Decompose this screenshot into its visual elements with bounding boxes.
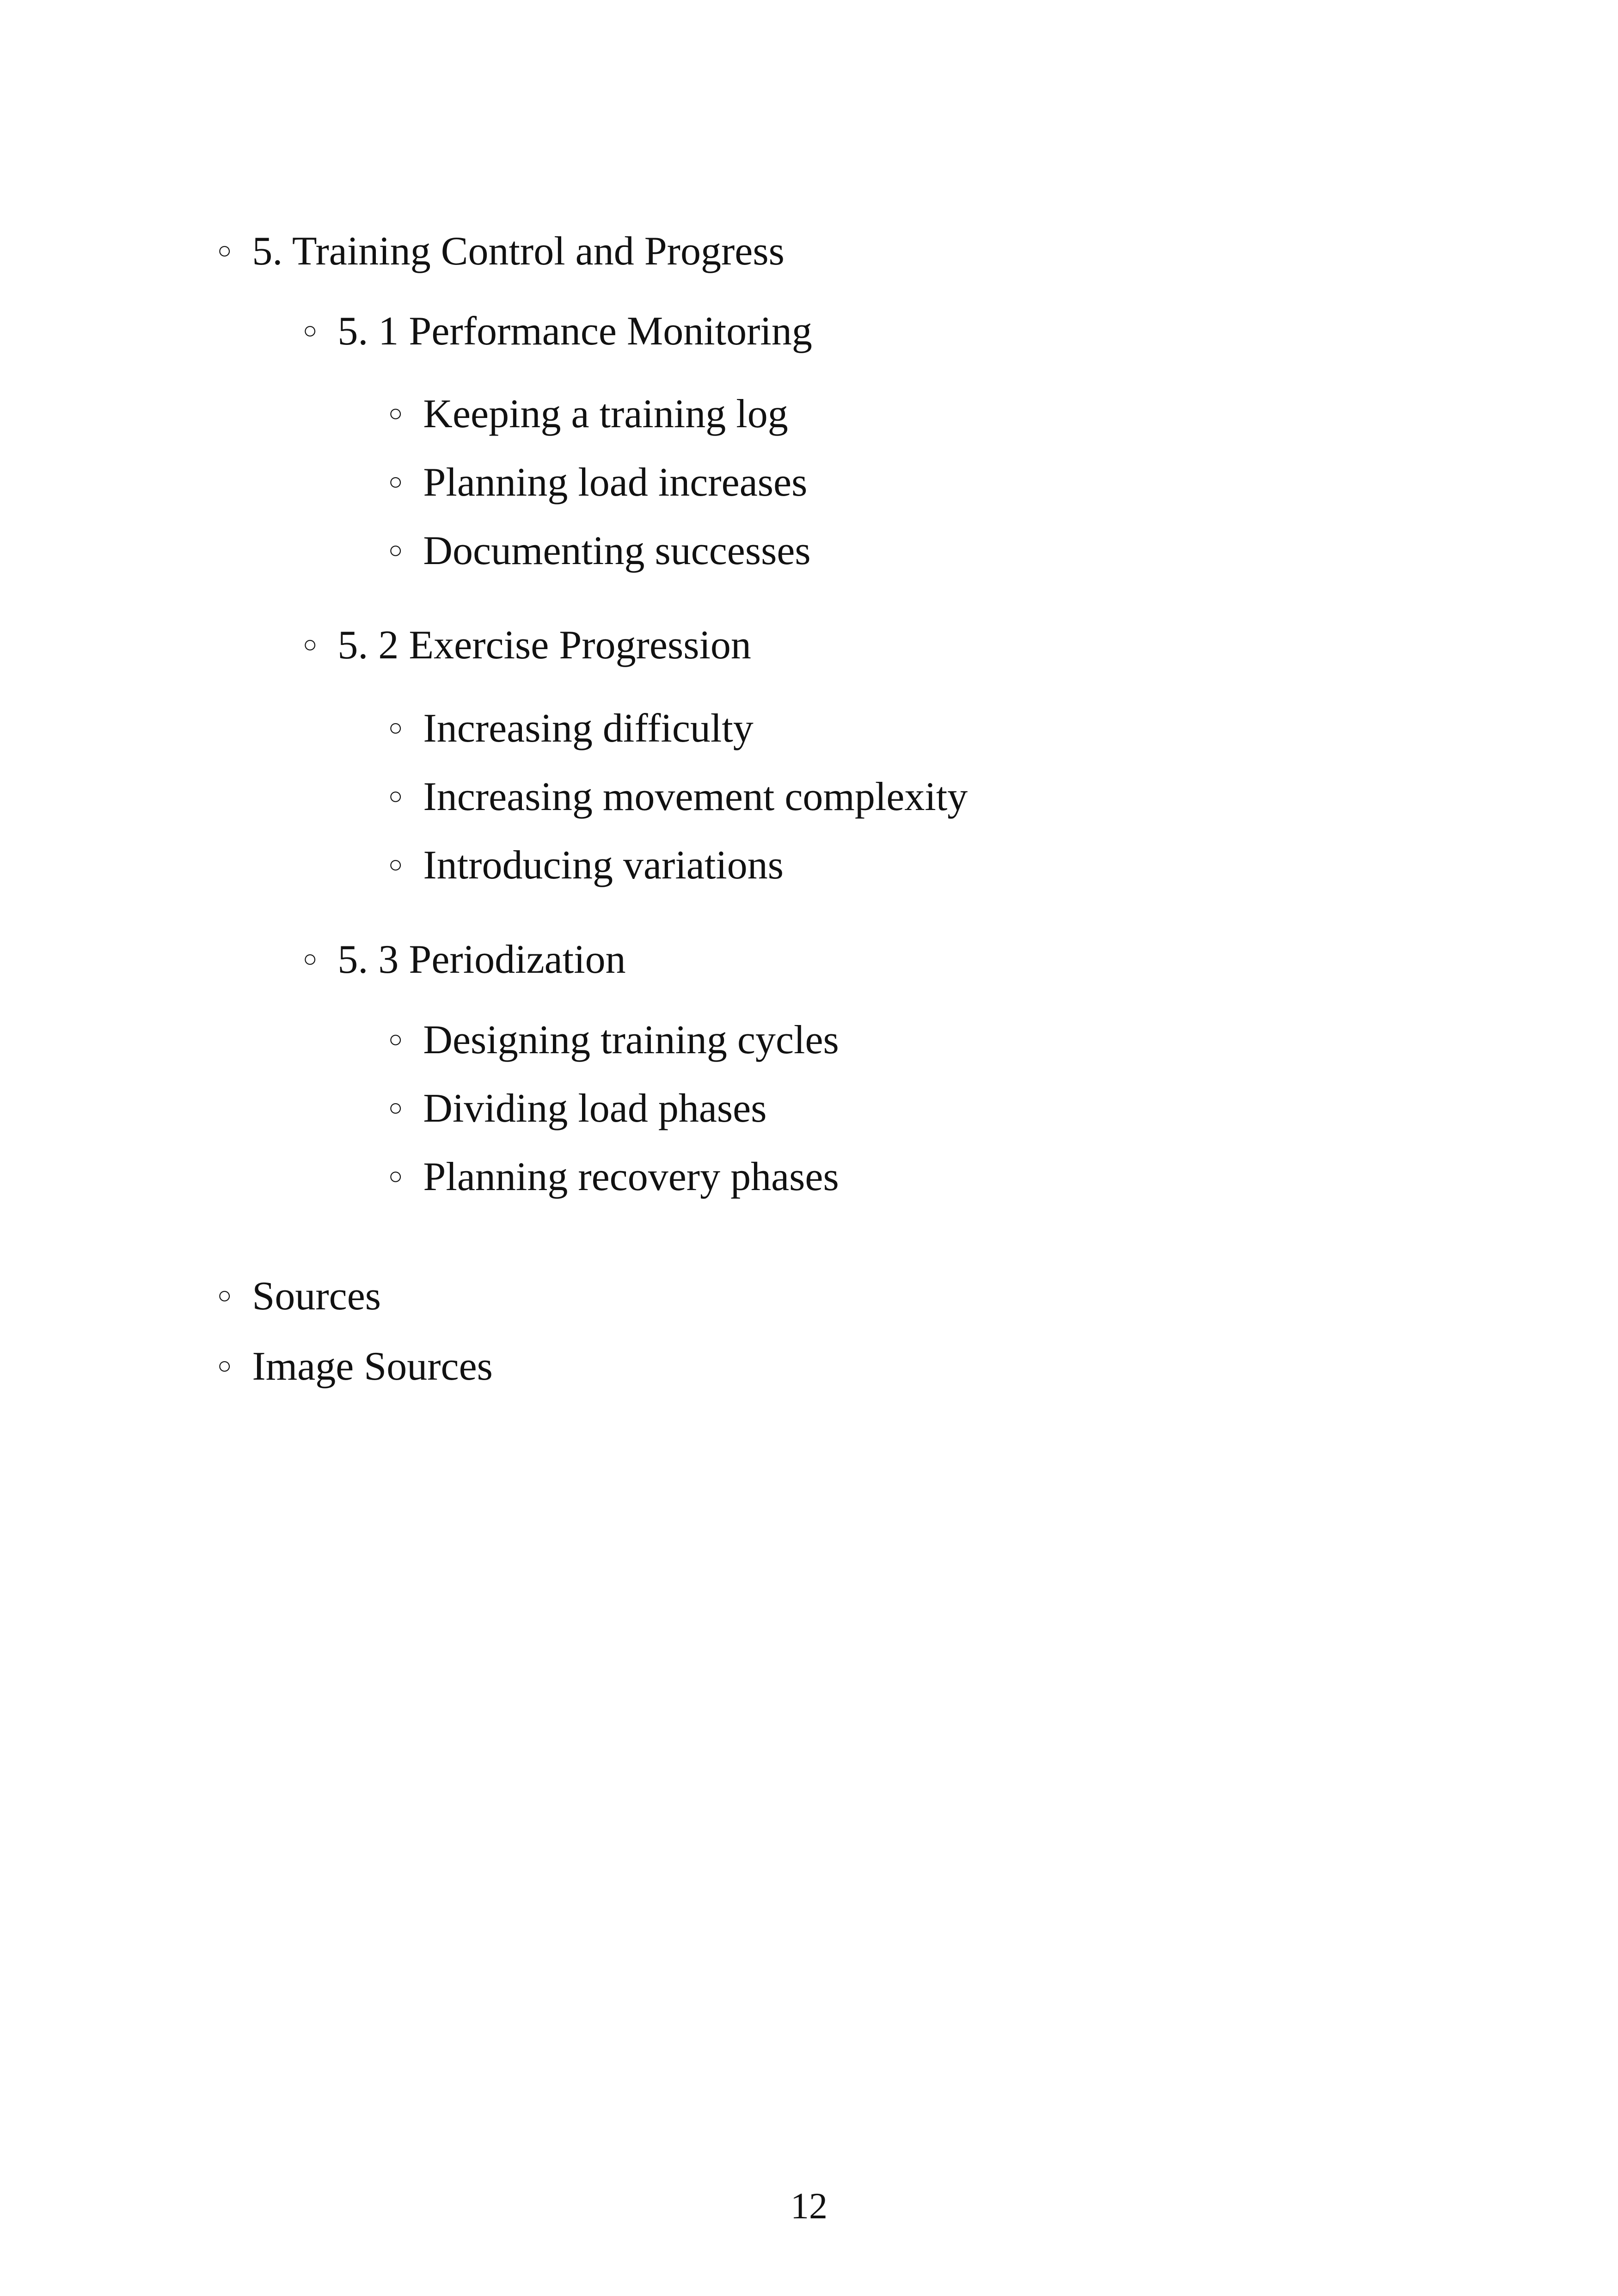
toc-item-section-5-2[interactable] — [303, 625, 751, 666]
circle-bullet-icon: ○ — [217, 238, 232, 264]
toc-item-image-sources[interactable] — [217, 1346, 493, 1387]
toc-item-section-5[interactable] — [217, 231, 784, 272]
toc-item-label: 5. 3 Periodization — [337, 937, 626, 982]
circle-bullet-icon: ○ — [217, 1353, 232, 1379]
circle-bullet-icon: ○ — [217, 1283, 232, 1309]
toc-item-label: Increasing movement complexity — [423, 774, 968, 819]
page-number: 12 — [791, 2186, 827, 2227]
toc-item-label: 5. Training Control and Progress — [252, 229, 784, 274]
toc-item-label: Increasing difficulty — [423, 706, 754, 751]
toc-item-label: Planning load increases — [423, 460, 808, 505]
toc-item-label: Planning recovery phases — [423, 1154, 839, 1199]
circle-bullet-icon: ○ — [303, 632, 318, 658]
toc-item-introducing-variations[interactable] — [388, 845, 784, 886]
circle-bullet-icon: ○ — [388, 1163, 403, 1190]
circle-bullet-icon: ○ — [303, 318, 318, 344]
toc-item-designing-training-cycles[interactable] — [388, 1020, 839, 1061]
toc-item-label: 5. 1 Performance Monitoring — [337, 309, 812, 354]
toc-item-documenting-successes[interactable] — [388, 528, 811, 573]
toc-item-planning-recovery-phases[interactable] — [388, 1154, 839, 1199]
circle-bullet-icon: ○ — [388, 852, 403, 878]
circle-bullet-icon: ○ — [388, 537, 403, 564]
toc-item-label: Introducing variations — [423, 843, 784, 888]
circle-bullet-icon: ○ — [388, 1026, 403, 1053]
toc-item-increasing-difficulty[interactable] — [388, 708, 754, 749]
toc-item-section-5-1[interactable] — [303, 311, 812, 352]
toc-item-sources[interactable] — [217, 1276, 381, 1317]
circle-bullet-icon: ○ — [303, 946, 318, 972]
circle-bullet-icon: ○ — [388, 783, 403, 810]
circle-bullet-icon: ○ — [388, 400, 403, 427]
toc-item-label: Keeping a training log — [423, 392, 788, 436]
toc-item-increasing-movement-complexity[interactable] — [388, 774, 968, 819]
toc-item-section-5-3[interactable] — [303, 939, 626, 980]
toc-item-label: Sources — [252, 1274, 381, 1319]
toc-item-keeping-training-log[interactable] — [388, 394, 788, 435]
toc-item-dividing-load-phases[interactable] — [388, 1088, 766, 1129]
toc-item-label: 5. 2 Exercise Progression — [337, 623, 751, 668]
toc-item-label: Designing training cycles — [423, 1018, 839, 1062]
toc-item-planning-load-increases[interactable] — [388, 462, 807, 503]
circle-bullet-icon: ○ — [388, 469, 403, 495]
toc-item-label: Dividing load phases — [423, 1086, 767, 1131]
toc-item-label: Documenting successes — [423, 528, 811, 573]
circle-bullet-icon: ○ — [388, 715, 403, 741]
toc-item-label: Image Sources — [252, 1344, 493, 1389]
circle-bullet-icon: ○ — [388, 1095, 403, 1121]
